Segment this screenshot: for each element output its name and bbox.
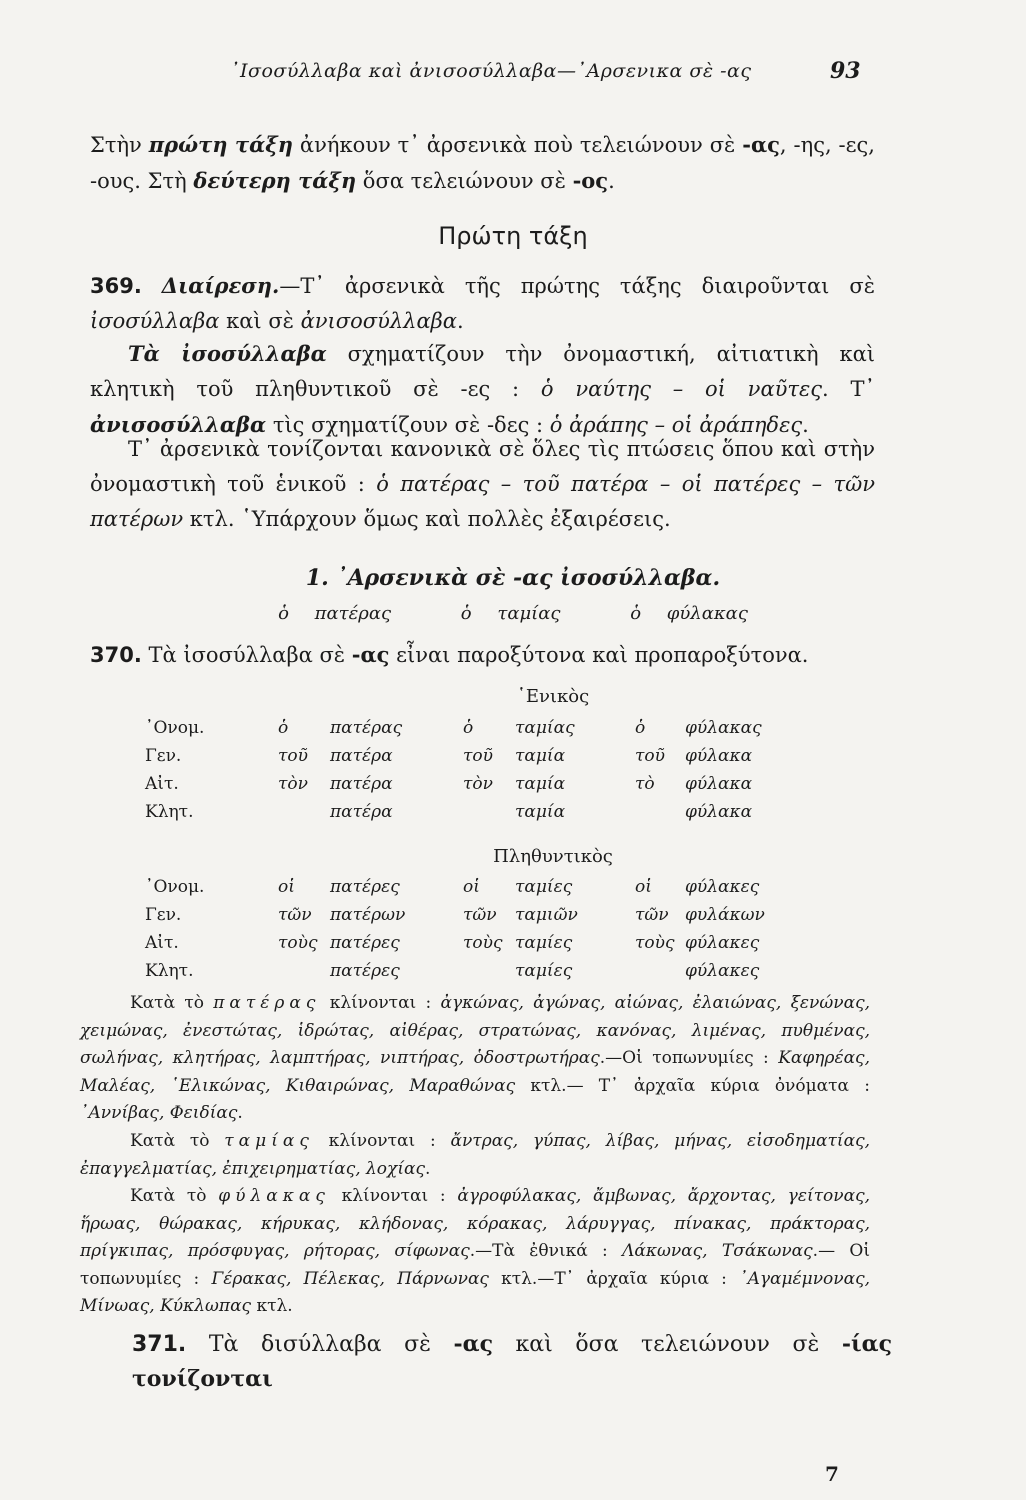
case-label: Γεν. (145, 905, 182, 925)
noun-form: πατέρες (330, 933, 400, 953)
noun-form: πατέρες (330, 877, 400, 897)
signature-mark: 7 (825, 1462, 839, 1486)
table-row (145, 718, 905, 744)
table-row (145, 877, 905, 903)
article: τοὺς (278, 933, 318, 953)
paragraph-369: 369. Διαίρεση.—Τ᾿ ἀρσενικὰ τῆς πρώτης τάξης διαιροῦνται σὲ ἰσοσύλλαβα καὶ σὲ ἀνισοσύλλαβα. (90, 273, 875, 333)
subsection-heading: 1. ᾿Αρσενικὰ σὲ -ας ἰσοσύλλαβα. (305, 565, 721, 591)
article: οἱ (635, 877, 652, 897)
article: τὸ (635, 774, 655, 794)
noun-form: πατέρων (330, 905, 406, 925)
noun-form: φύλακες (685, 933, 760, 953)
noun-form: φύλακες (685, 961, 760, 981)
paragraph-accent: Τ᾿ ἀρσενικὰ τονίζονται κανονικὰ σὲ ὅλες τὶς πτώσεις ὅπου καὶ στὴν ὀνομαστικὴ τοῦ ἑνικοῦ : ὁ πατέρας – τοῦ πατέρα – οἱ πατέρες – τῶν πατέρων κτλ. ῾Υπάρχουν ὅμως καὶ πολλὲς ἐξαιρέσεις. (90, 437, 875, 531)
section-heading: Πρώτη τάξη (438, 222, 588, 250)
case-label: Αἰτ. (145, 774, 179, 794)
noun-form: ταμία (515, 802, 566, 822)
table-row (145, 905, 905, 931)
example-word: ὁ πατέρας (278, 603, 392, 624)
noun-form: ταμίας (515, 718, 575, 738)
article: τοῦ (635, 746, 665, 766)
paragraph-370: 370. Τὰ ἰσοσύλλαβα σὲ -ας εἶναι παροξύτονα καὶ προπαροξύτονα. (90, 642, 809, 667)
case-label: Γεν. (145, 746, 182, 766)
article: οἱ (463, 877, 480, 897)
noun-form: φύλακες (685, 877, 760, 897)
article: τῶν (278, 905, 312, 925)
article: ὁ (635, 718, 646, 738)
article: τοῦ (463, 746, 493, 766)
noun-form: φύλακας (685, 718, 762, 738)
noun-form: φυλάκων (685, 905, 765, 925)
noun-form: φύλακα (685, 746, 753, 766)
article: τῶν (635, 905, 669, 925)
noun-form: φύλακα (685, 802, 753, 822)
noun-form: ταμία (515, 774, 566, 794)
noun-form: ταμία (515, 746, 566, 766)
noun-form: πατέρες (330, 961, 400, 981)
note-pateras: Κατὰ τὸ πατέρας κλίνονται : ἀγκώνας, ἀγώνας, αἰώνας, ἐλαιώνας, ξενώνας, χειμώνας, ἐνεστώτας, ἱδρώτας, αἰθέρας, στρατώνας, κανόνας, λιμένας, πυθμένας, σωλήνας, κλητήρας, λαμπτήρας, νιπτήρας, ὁδοστρωτήρας.—Οἱ τοπωνυμίες : Καφηρέας, Μαλέας, ῾Ελικώνας, Κιθαιρώνας, Μαραθώνας κτλ.— Τ᾿ ἀρχαῖα κύρια ὀνόματα : ᾿Αννίβας, Φειδίας. (80, 993, 870, 1123)
article: ὁ (278, 718, 289, 738)
table-row (145, 802, 905, 828)
case-label: Αἰτ. (145, 933, 179, 953)
table-row (145, 746, 905, 772)
noun-form: ταμίες (515, 961, 573, 981)
article: τὸν (463, 774, 493, 794)
singular-heading: ῾Ενικὸς (516, 686, 590, 707)
table-row (145, 961, 905, 987)
noun-form: φύλακα (685, 774, 753, 794)
article: τὸν (278, 774, 308, 794)
noun-form: ταμίες (515, 877, 573, 897)
article: τοὺς (635, 933, 675, 953)
example-word: ὁ φύλακας (630, 603, 748, 624)
table-row (145, 933, 905, 959)
plural-heading: Πληθυντικὸς (493, 846, 613, 867)
table-row (145, 774, 905, 800)
paragraph-isosyllaba: Τὰ ἰσοσύλλαβα σχηματίζουν τὴν ὀνομαστική, αἰτιατικὴ καὶ κλητικὴ τοῦ πληθυντικοῦ σὲ -ες : ὁ ναύτης – οἱ ναῦτες. Τ᾿ ἀνισοσύλλαβα τὶς σχηματίζουν σὲ -δες : ὁ ἀράπης – οἱ ἀράπηδες. (90, 341, 875, 437)
paragraph-371: 371. Τὰ δισύλλαβα σὲ -ας καὶ ὅσα τελειώνουν σὲ -ίας τονίζονται (132, 1331, 892, 1392)
example-words (0, 603, 1026, 624)
article: τοῦ (278, 746, 308, 766)
noun-form: πατέρα (330, 802, 393, 822)
article: ὁ (463, 718, 474, 738)
case-label: Κλητ. (145, 961, 194, 981)
noun-form: πατέρα (330, 774, 393, 794)
article: τοὺς (463, 933, 503, 953)
case-label: ᾿Ονομ. (145, 718, 205, 738)
noun-form: πατέρας (330, 718, 403, 738)
case-label: Κλητ. (145, 802, 194, 822)
noun-form: ταμιῶν (515, 905, 578, 925)
noun-form: πατέρα (330, 746, 393, 766)
page-number: 93 (830, 58, 861, 84)
intro-paragraph: Στὴν πρώτη τάξη ἀνήκουν τ᾿ ἀρσενικὰ ποὺ τελειώνουν σὲ -ας, -ης, -ες, -ους. Στὴ δεύτερη τάξη ὅσα τελειώνουν σὲ -ος. (90, 132, 875, 193)
running-header: ᾿Ισοσύλλαβα καὶ ἀνισοσύλλαβα—᾿Αρσενικα σὲ -ας (230, 60, 752, 82)
case-label: ᾿Ονομ. (145, 877, 205, 897)
note-fylakas: Κατὰ τὸ φύλακας κλίνονται : ἀγροφύλακας, ἄμβωνας, ἄρχοντας, γείτονας, ἥρωας, θώρακας, κήρυκας, κλήδονας, κόρακας, λάρυγγας, πίνακας, πράκτορας, πρίγκιπας, πρόσφυγας, ρήτορας, σίφωνας.—Τὰ ἐθνικά : Λάκωνας, Τσάκωνας.— Οἱ τοπωνυμίες : Γέρακας, Πέλεκας, Πάρνωνας κτλ.—Τ᾿ ἀρχαῖα κύρια : ᾿Αγαμέμνονας, Μίνωας, Κύκλωπας κτλ. (80, 1186, 871, 1316)
example-word: ὁ ταμίας (460, 603, 561, 624)
noun-form: ταμίες (515, 933, 573, 953)
note-tamias: Κατὰ τὸ ταμίας κλίνονται : ἄντρας, γύπας, λίβας, μήνας, εἰσοδηματίας, ἐπαγγελματίας, ἐπιχειρηματίας, λοχίας. (80, 1131, 870, 1179)
article: τῶν (463, 905, 497, 925)
article: οἱ (278, 877, 295, 897)
